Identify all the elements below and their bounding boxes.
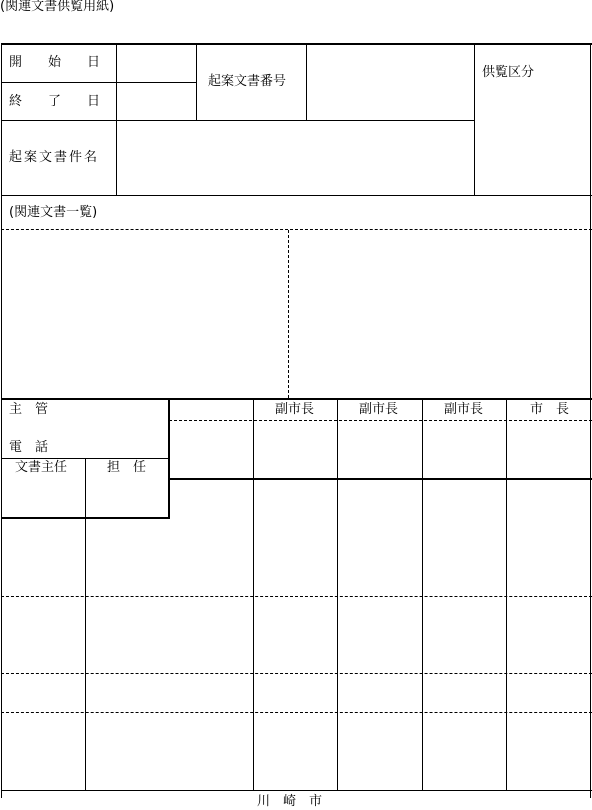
- related-documents-label: (関連文書一覧): [9, 205, 98, 220]
- deputy-mayor-2-stamp[interactable]: [338, 421, 421, 477]
- end-date-field[interactable]: [117, 83, 195, 119]
- related-documents-right-area[interactable]: [291, 231, 588, 397]
- draft-number-label: 起案文書番号: [208, 74, 287, 89]
- related-documents-left-area[interactable]: [3, 231, 286, 397]
- footer-city: 川 崎 市: [257, 794, 323, 809]
- start-date-field[interactable]: [117, 44, 195, 81]
- phone-label: 電 話: [9, 440, 49, 455]
- mayor-label: 市 長: [530, 402, 570, 417]
- inspection-category-field[interactable]: [475, 85, 589, 194]
- deputy-mayor-3-label: 副市長: [444, 402, 484, 417]
- approval-grid-area[interactable]: [2, 520, 589, 789]
- person-in-charge-label: 担 任: [107, 460, 147, 475]
- deputy-mayor-1-stamp[interactable]: [254, 421, 336, 477]
- deputy-mayor-3-stamp[interactable]: [423, 421, 505, 477]
- chief-label: 主 管: [9, 402, 49, 417]
- draft-subject-label: 起案文書件名: [9, 150, 100, 165]
- list-divider: [288, 230, 289, 398]
- end-date-label: 終 了 日: [9, 94, 101, 109]
- deputy-mayor-2-label: 副市長: [359, 402, 399, 417]
- inspection-category-label: 供覧区分: [482, 65, 535, 80]
- start-date-label: 開 始 日: [9, 55, 101, 70]
- mayor-stamp[interactable]: [507, 421, 589, 477]
- page-title: (関連文書供覧用紙): [0, 0, 115, 14]
- draft-subject-field[interactable]: [117, 121, 473, 194]
- deputy-mayor-1-label: 副市長: [275, 402, 315, 417]
- draft-number-field[interactable]: [307, 44, 473, 119]
- doc-manager-label: 文書主任: [15, 460, 68, 475]
